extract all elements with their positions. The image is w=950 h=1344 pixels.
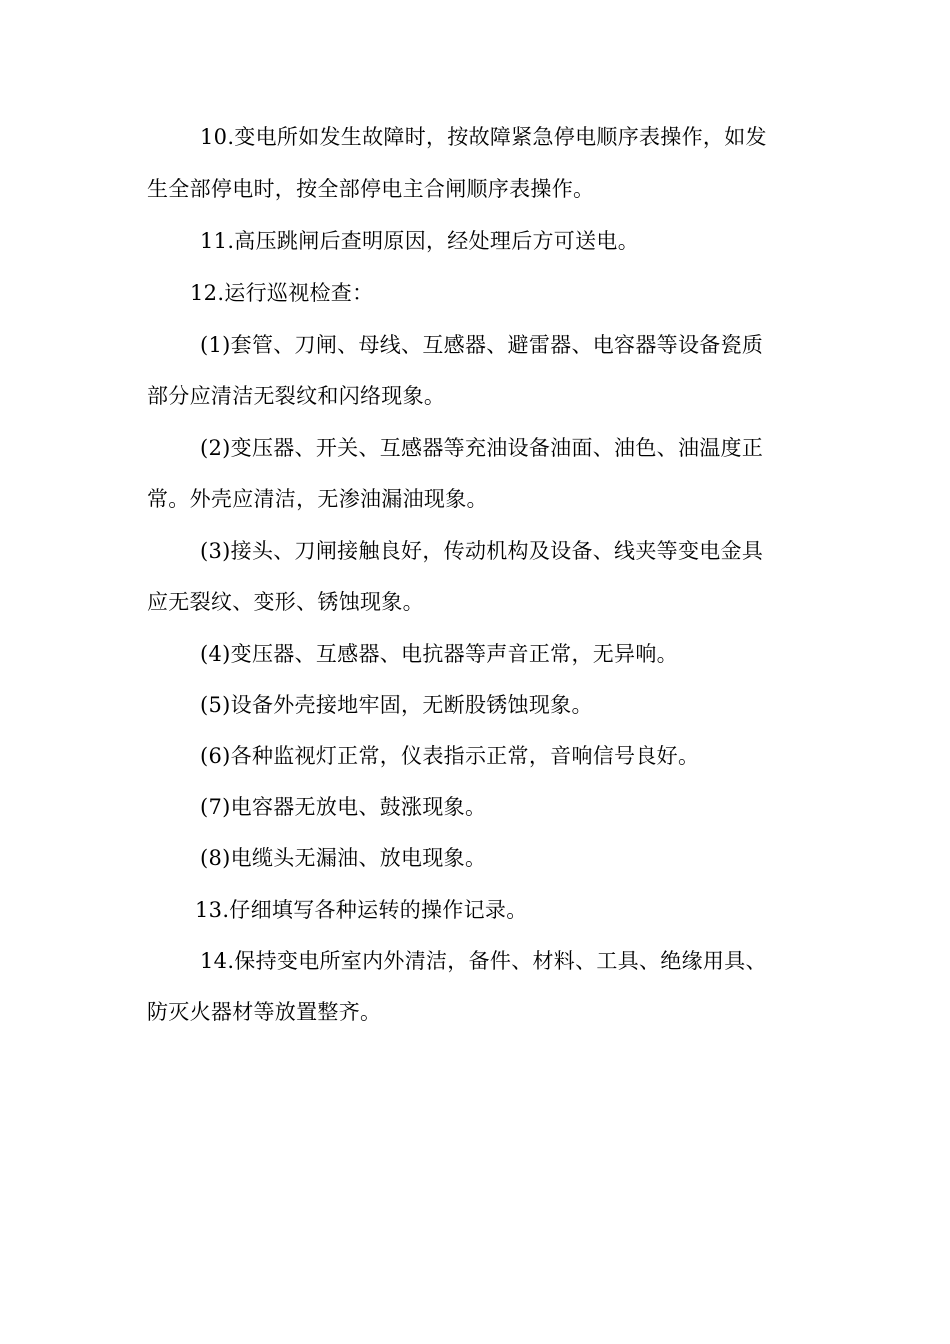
paragraph-11: 11.高压跳闸后查明原因，经处理后方可送电。 xyxy=(200,229,639,253)
item-3-line-2: 应无裂纹、变形、锈蚀现象。 xyxy=(147,590,424,614)
item-2-line-1: (2)变压器、开关、互感器等充油设备油面、油色、油温度正 xyxy=(200,436,764,460)
item-3-line-1: (3)接头、刀闸接触良好，传动机构及设备、线夹等变电金具 xyxy=(200,539,764,563)
paragraph-14-line-2: 防灭火器材等放置整齐。 xyxy=(147,1000,382,1024)
paragraph-13: 13.仔细填写各种运转的操作记录。 xyxy=(195,898,528,922)
item-7: (7)电容器无放电、鼓涨现象。 xyxy=(200,795,487,819)
paragraph-14-line-1: 14.保持变电所室内外清洁，备件、材料、工具、绝缘用具、 xyxy=(200,949,767,973)
item-1-line-1: (1)套管、刀闸、母线、互感器、避雷器、电容器等设备瓷质 xyxy=(200,333,764,357)
paragraph-10-line-2: 生全部停电时，按全部停电主合闸顺序表操作。 xyxy=(147,177,595,201)
item-5: (5)设备外壳接地牢固，无断股锈蚀现象。 xyxy=(200,693,593,717)
item-2-line-2: 常。外壳应清洁，无渗油漏油现象。 xyxy=(147,487,488,511)
paragraph-12-heading: 12.运行巡视检查： xyxy=(190,281,374,305)
item-6: (6)各种监视灯正常，仪表指示正常，音响信号良好。 xyxy=(200,744,700,768)
item-4: (4)变压器、互感器、电抗器等声音正常，无异响。 xyxy=(200,642,678,666)
paragraph-10-line-1: 10.变电所如发生故障时，按故障紧急停电顺序表操作，如发 xyxy=(200,125,767,149)
item-8: (8)电缆头无漏油、放电现象。 xyxy=(200,846,487,870)
item-1-line-2: 部分应清洁无裂纹和闪络现象。 xyxy=(147,384,446,408)
